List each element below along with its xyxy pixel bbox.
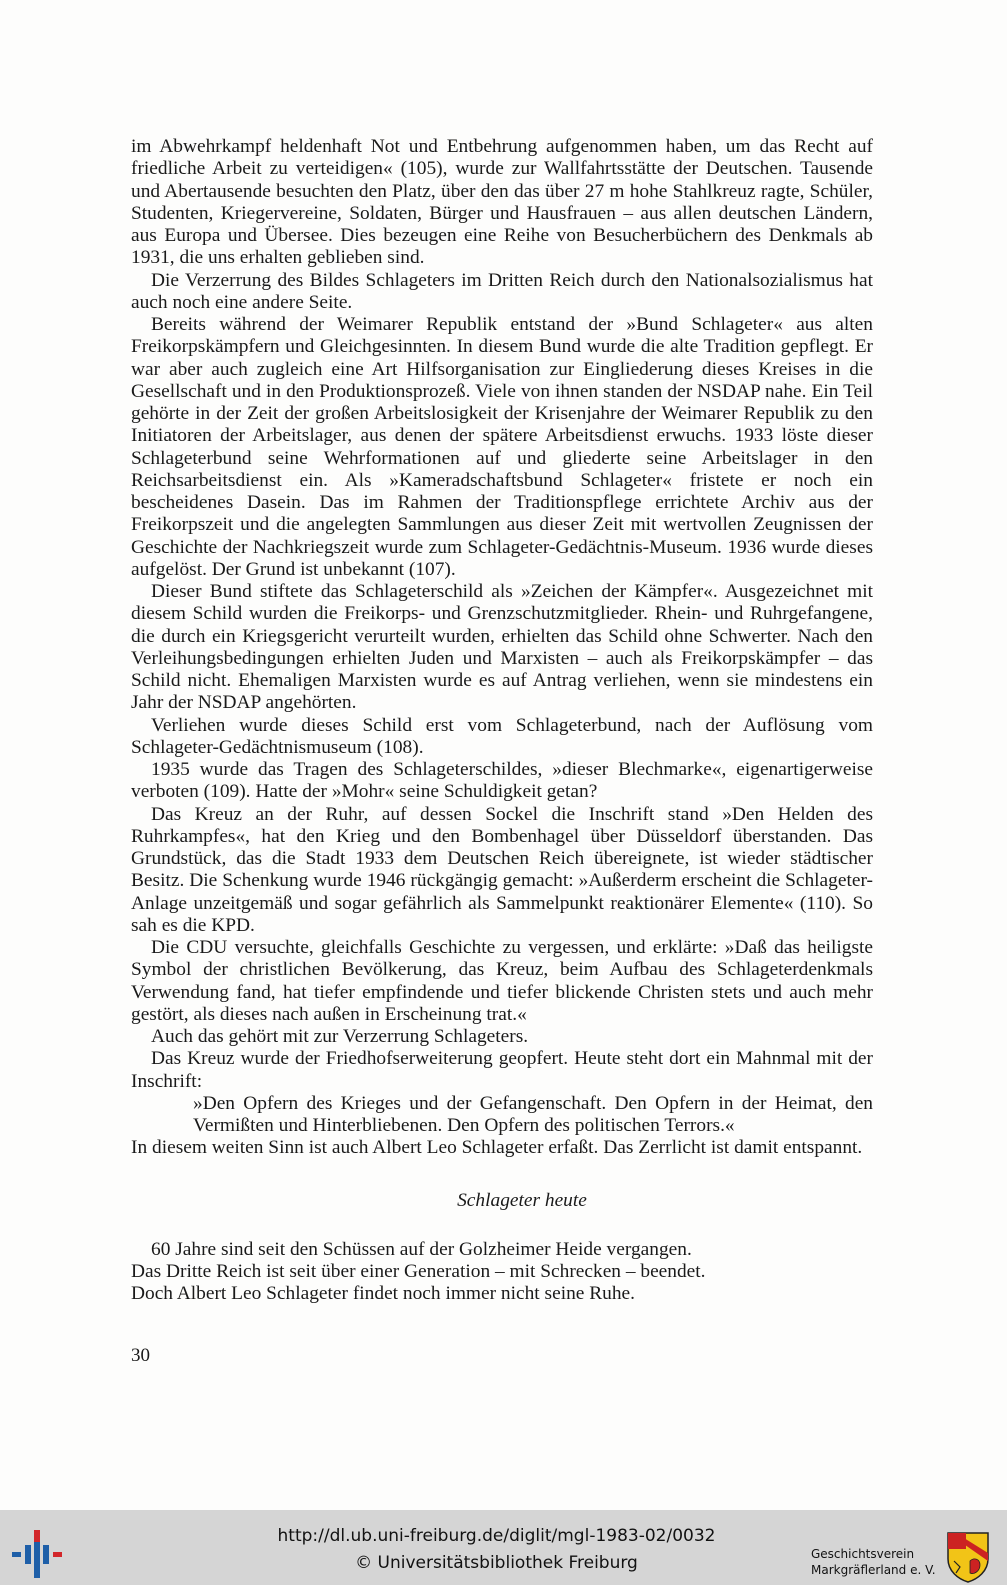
- paragraph-10: Das Kreuz wurde der Friedhofserweiterung geopfert. Heute steht dort ein Mahnmal mit der Inschrift:: [131, 1048, 873, 1092]
- page-body: [131, 136, 873, 1306]
- footer-url-text[interactable]: http://dl.ub.uni-freiburg.de/diglit/mgl-1983-02/0032: [277, 1526, 716, 1546]
- footer-url-link[interactable]: [0, 1526, 1007, 1546]
- paragraph-1: im Abwehrkampf heldenhaft Not und Entbehrung aufgenommen haben, um das Recht auf friedliche Arbeit zu verteidigen« (105), wurde zur Wallfahrtsstätte der Deutschen. Tausende und Abertausende besuchten den Platz, über den das über 27 m hohe Stahlkreuz ragte, Schüler, Studenten, Kriegervereine, Soldaten, Bürger und Hausfrauen – aus allen deutschen Ländern, aus Europa und Übersee. Dies bezeugen eine Reihe von Besucherbüchern des Denkmals ab 1931, die uns erhalten geblieben sind.: [131, 136, 873, 269]
- closing-line-1: 60 Jahre sind seit den Schüssen auf der Golzheimer Heide vergangen.: [151, 1238, 692, 1260]
- society-name: [811, 1546, 936, 1578]
- paragraph-5: Verliehen wurde dieses Schild erst vom Schlageterbund, nach der Auflösung vom Schlageter-Gedächtnismuseum (108).: [131, 714, 873, 758]
- page-number: 30: [131, 1345, 150, 1366]
- section-heading: Schlageter heute: [457, 1189, 587, 1211]
- coat-of-arms-icon: [946, 1531, 990, 1583]
- paragraph-8: Die CDU versuchte, gleichfalls Geschichte zu vergessen, und erklärte: »Daß das heiligste Symbol der christlichen Bevölkerung, das Kreuz, beim Aufbau des Schlageterdenkmals Verwendung fand, hat tiefer empfindende und tiefer blickende Christen stets und auch mehr gestört, als dieses nach außen in Erscheinung trat.«: [131, 937, 873, 1025]
- closing-line-2: Das Dritte Reich ist seit über einer Generation – mit Schrecken – beendet.: [131, 1261, 706, 1282]
- paragraph-3: Bereits während der Weimarer Republik entstand der »Bund Schlageter« aus alten Freikorpskämpfern und Gleichgesinnten. In diesem Bund wurde die alte Tradition gepflegt. Er war aber auch zugleich eine Art Hilfsorganisation zur Eingliederung dieses Kreises in die Gesellschaft und in den Produktionsprozeß. Viele von ihnen standen der NSDAP nahe. Ein Teil gehörte in der Zeit der großen Arbeitslosigkeit der Krisenjahre der Weimarer Republik zu den Initiatoren der Arbeitslager, aus denen der spätere Arbeitsdienst erwuchs. 1933 löste dieser Schlageterbund seine Wehrformationen auf und gliederte seine Arbeitslager in den Reichsarbeitsdienst ein. Als »Kameradschaftsbund Schlageter« fristete er noch ein bescheidenes Dasein. Das im Rahmen der Traditionspflege errichtete Archiv aus der Freikorpszeit und die angelegten Sammlungen aus dieser Zeit mit wertvollen Zeugnissen der Geschichte der Nachkriegszeit wurde zum Schlageter-Gedächtnis-Museum. 1936 wurde dieses aufgelöst. Der Grund ist unbekannt (107).: [131, 314, 873, 580]
- paragraph-7: Das Kreuz an der Ruhr, auf dessen Sockel die Inschrift stand »Den Helden des Ruhrkampfes«, hat den Krieg und den Bombenhagel über Düsseldorf überstanden. Das Grundstück, das die Stadt 1933 dem Deutschen Reich übereignete, ist wieder städtischer Besitz. Die Schenkung wurde 1946 rückgängig gemacht: »Außerderm erscheint die Schlageter-Anlage unzeitgemäß und sogar gefährlich als Sammelpunkt reaktionärer Elemente« (110). So sah es die KPD.: [131, 803, 873, 936]
- footer-bar: [0, 1510, 1007, 1585]
- society-line-2: Markgräflerland e. V.: [811, 1563, 936, 1577]
- closing-line-3: Doch Albert Leo Schlageter findet noch immer nicht seine Ruhe.: [131, 1283, 636, 1305]
- paragraph-2: Die Verzerrung des Bildes Schlageters im Dritten Reich durch den Nationalsozialismus hat auch noch eine andere Seite.: [131, 269, 873, 313]
- paragraph-12: In diesem weiten Sinn ist auch Albert Leo Schlageter erfaßt. Das Zerrlicht ist damit entspannt.: [131, 1137, 863, 1159]
- footer-copyright-text: © Universitätsbibliothek Freiburg: [355, 1553, 638, 1573]
- society-line-1: Geschichtsverein: [811, 1547, 915, 1561]
- paragraph-9: Auch das gehört mit zur Verzerrung Schlageters.: [151, 1026, 529, 1047]
- inscription-quote: »Den Opfern des Krieges und der Gefangenschaft. Den Opfern in der Heimat, den Vermißten und Hinterbliebenen. Den Opfern des politischen Terrors.«: [193, 1092, 873, 1136]
- paragraph-4: Dieser Bund stiftete das Schlageterschild als »Zeichen der Kämpfer«. Ausgezeichnet mit diesem Schild wurden die Freikorps- und Grenzschutzmitglieder. Rhein- und Ruhrgefangene, die durch ein Kriegsgericht verurteilt wurden, erhielten das Schild ohne Schwerter. Nach den Verleihungsbedingungen erhielten Juden und Marxisten – auch als Freikorpskämpfer – das Schild nicht. Ehemaligen Marxisten wurde es auf Antrag verliehen, wenn sie mindestens ein Jahr der NSDAP angehörten.: [131, 581, 873, 714]
- paragraph-6: 1935 wurde das Tragen des Schlageterschildes, »dieser Blechmarke«, eigenartigerweise verboten (109). Hatte der »Mohr« seine Schuldigkeit getan?: [131, 759, 873, 803]
